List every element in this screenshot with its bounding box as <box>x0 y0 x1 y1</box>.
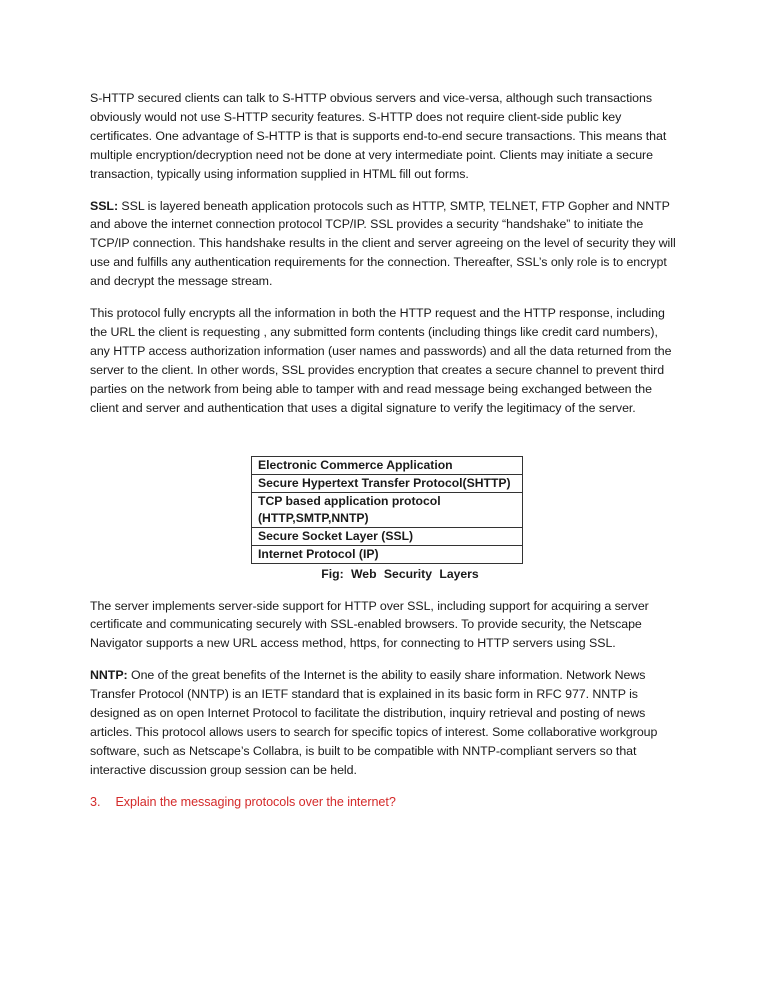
figure-caption: Fig: Web Security Layers <box>321 566 479 581</box>
ssl-heading: SSL: <box>90 198 119 213</box>
layer-cell: TCP based application protocol (HTTP,SMTP,NNTP) <box>252 492 523 527</box>
nntp-body: One of the great benefits of the Internet is the ability to easily share information. Network News Transfer Protocol (NNTP) is an IETF standard that is explained in its basic form in RFC 977. NNTP is designed as on open Internet Protocol to facilitate the distribution, inquiry retrieval and posting of news articles. This protocol allows users to search for specific topics of interest. Some collaborative workgroup software, such as Netscape’s Collabra, is built to be compatible with NNTP-compliant servers so that interactive discussion group session can be held. <box>90 668 658 777</box>
layer-cell: Secure Socket Layer (SSL) <box>252 527 523 545</box>
layer-row <box>252 545 523 563</box>
paragraph-shttp: S-HTTP secured clients can talk to S-HTTP obvious servers and vice-versa, although such transactions obviously would not use S-HTTP security features. S-HTTP does not require client-side public key certificates. One advantage of S-HTTP is that is supports end-to-end secure transactions. This means that multiple encryption/decryption need not be done at very intermediate point. Clients may initiate a secure transaction, typically using information supplied in HTML fill out forms. <box>90 91 667 181</box>
paragraph-ssl-encrypts: This protocol fully encrypts all the information in both the HTTP request and the HTTP response, including the URL the client is requesting , any submitted form contents (including things like credit card numbers), any HTTP access authorization information (user names and passwords) and all the data returned from the server to the client. In other words, SSL provides encryption that creates a secure channel to prevent third parties on the network from being able to tamper with and read message being exchanged between the client and server and authentication that uses a digital signature to verify the legitimacy of the server. <box>90 306 672 415</box>
question-heading <box>90 793 680 811</box>
question-text: Explain the messaging protocols over the internet? <box>115 794 396 809</box>
layer-row <box>252 492 523 527</box>
layer-row <box>252 456 523 474</box>
ssl-body: SSL is layered beneath application protocols such as HTTP, SMTP, TELNET, FTP Gopher and NNTP and above the internet connection protocol TCP/IP. SSL provides a security “handshake” to initiate the TCP/IP connection. This handshake results in the client and server agreeing on the level of security they will use and fulfills any authentication requirements for the connection. Thereafter, SSL’s only role is to encrypt and decrypt the message stream. <box>90 198 676 289</box>
nntp-heading: NNTP: <box>90 668 128 683</box>
question-number: 3. <box>90 794 101 809</box>
layer-cell: Secure Hypertext Transfer Protocol(SHTTP) <box>252 474 523 492</box>
layers-table <box>251 456 523 564</box>
paragraph-server: The server implements server-side support for HTTP over SSL, including support for acquiring a server certificate and communicating securely with SSL-enabled browsers. To provide security, the Netscape Navigator supports a new URL access method, https, for connecting to HTTP servers using SSL. <box>90 598 649 651</box>
document-page <box>90 89 680 824</box>
layer-cell: Internet Protocol (IP) <box>252 545 523 563</box>
figure-web-security-layers <box>90 456 680 583</box>
layer-row <box>252 527 523 545</box>
layer-row <box>252 474 523 492</box>
paragraph-nntp <box>90 666 680 779</box>
paragraph-ssl <box>90 197 680 292</box>
layer-cell: Electronic Commerce Application <box>252 456 523 474</box>
